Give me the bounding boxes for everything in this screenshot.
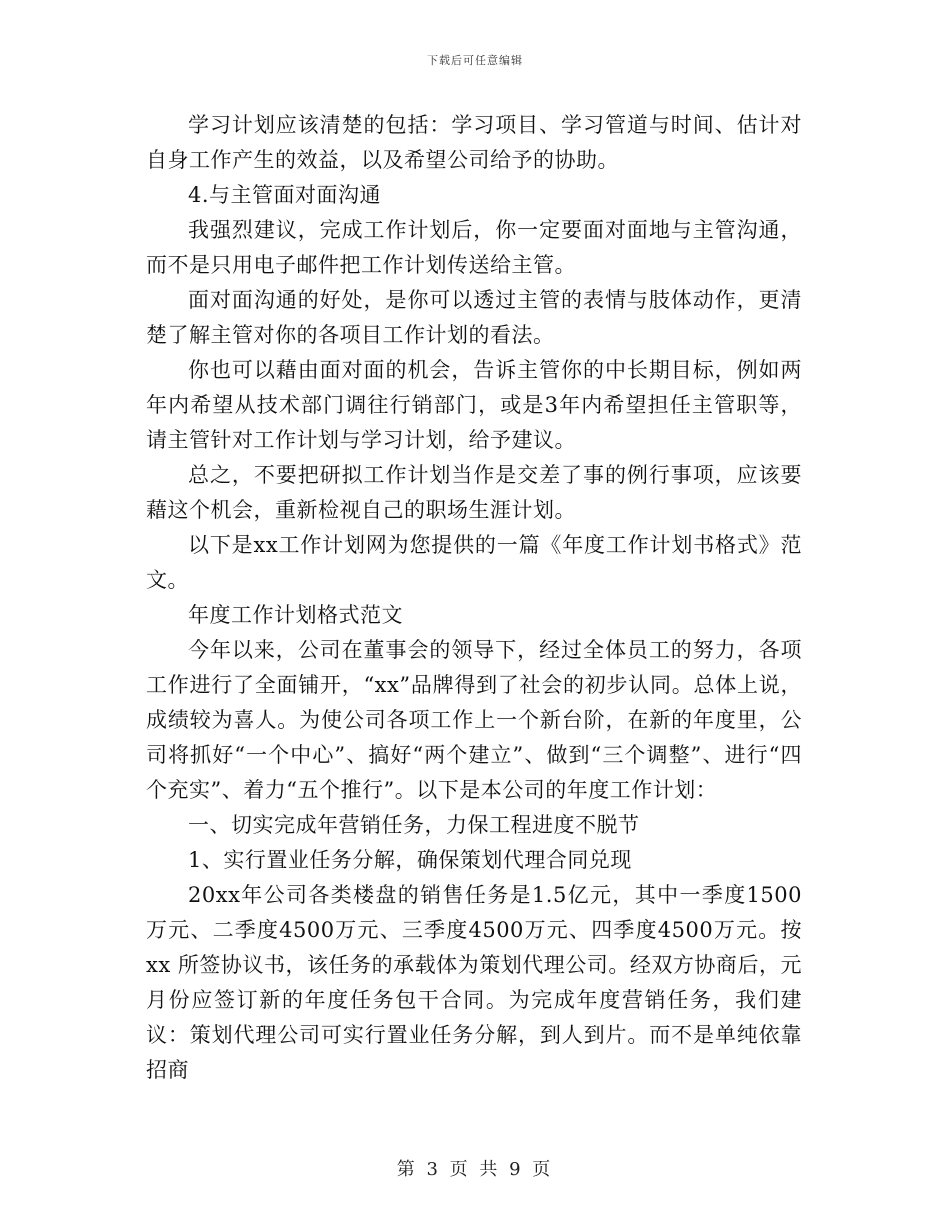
paragraph-overview: 今年以来，公司在董事会的领导下，经过全体员工的努力，各项工作进行了全面铺开，“xx”品牌得到了社会的初步认同。总体上说，成绩较为喜人。为使公司各项工作上一个新台阶，在新的年度里，公司将抓好“一个中心”、搞好“两个建立”、做到“三个调整”、进行“四个充实”、着力“五个推行”。以下是本公司的年度工作计划： [146, 638, 802, 802]
paragraph-summary: 总之，不要把研拟工作计划当作是交差了事的例行事项，应该要藉这个机会，重新检视自己的职场生涯计划。 [146, 463, 802, 522]
paragraph-benefit: 面对面沟通的好处，是你可以透过主管的表情与肢体动作，更清楚了解主管对你的各项目工作计划的看法。 [146, 288, 802, 347]
paragraph-recommend: 我强烈建议，完成工作计划后，你一定要面对面地与主管沟通，而不是只用电子邮件把工作计划传送给主管。 [146, 218, 802, 277]
paragraph-goals: 你也可以藉由面对面的机会，告诉主管你的中长期目标，例如两年内希望从技术部门调往行销部门，或是3年内希望担任主管职等，请主管针对工作计划与学习计划，给予建议。 [146, 358, 802, 452]
page-number: 第 3 页 共 9 页 [396, 1159, 554, 1180]
paragraph-study-plan: 学习计划应该清楚的包括：学习项目、学习管道与时间、估计对自身工作产生的效益，以及希望公司给予的协助。 [146, 113, 802, 172]
paragraph-sales-target: 20xx年公司各类楼盘的销售任务是1.5亿元，其中一季度1500万元、二季度4500万元、三季度4500万元、四季度4500万元。按 xx 所签协议书，该任务的承载体为策划代理公司。经双方协商后，元月份应签订新的年度任务包干合同。为完成年度营销任务，我们建议：策划代理公司可实行置业任务分解，到人到片。而不是单纯依靠招商 [146, 883, 802, 1082]
heading-section-one: 一、切实完成年营销任务，力保工程进度不脱节 [188, 813, 640, 837]
heading-template: 年度工作计划格式范文 [188, 603, 403, 627]
document-body [146, 108, 802, 1088]
paragraph-intro: 以下是xx工作计划网为您提供的一篇《年度工作计划书格式》范文。 [146, 533, 802, 592]
page-header: 下载后可任意编辑 [427, 54, 523, 67]
heading-face-to-face: 4.与主管面对面沟通 [188, 183, 382, 207]
heading-item-one: 1、实行置业任务分解，确保策划代理合同兑现 [188, 848, 632, 872]
